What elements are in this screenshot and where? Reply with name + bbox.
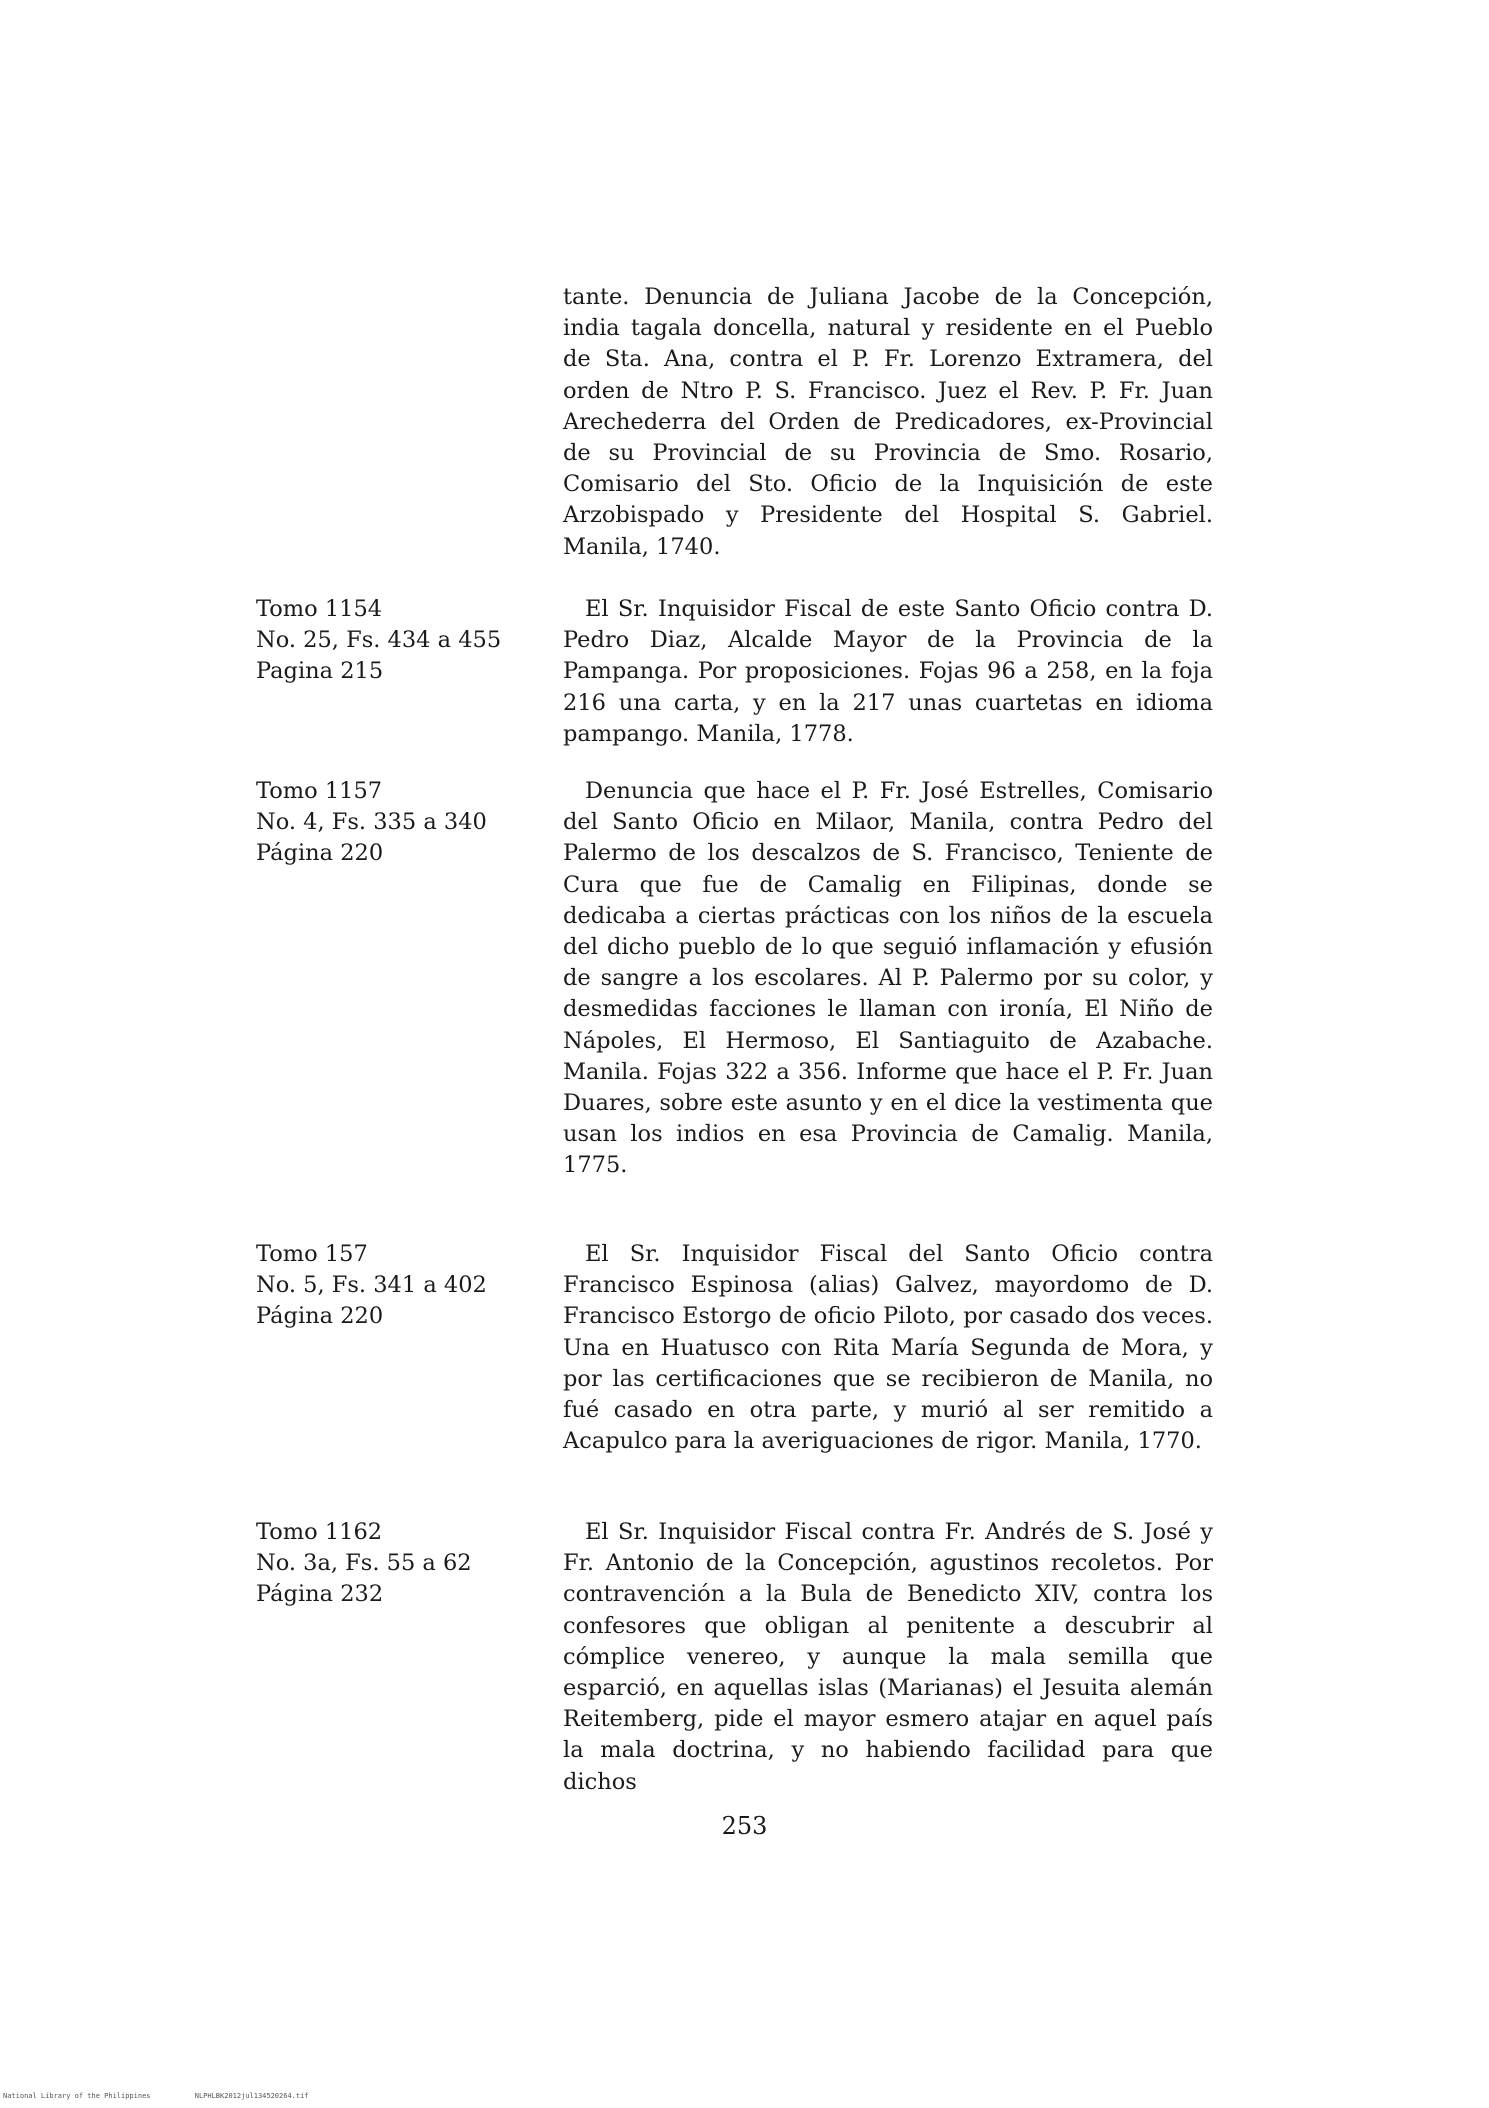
tomo-label: Tomo 157 — [256, 1241, 368, 1267]
pagina-label: Página 232 — [256, 1581, 384, 1608]
folio-label: No. 5, Fs. 341 a 402 — [256, 1272, 487, 1299]
file-name: NLPHLBK2012jul134520264.tif — [194, 2092, 309, 2100]
folio-label: No. 25, Fs. 434 a 455 — [256, 627, 502, 654]
tomo-label: Tomo 1154 — [256, 596, 383, 622]
entry-paragraph-2: Denuncia que hace el P. Fr. José Estrelles, Comisario del Santo Oficio en Milaor, Manila, contra Pedro del Palermo de los descalzos de S. Francisco, Teniente de Cura que fue de Camalig en Filipinas, donde se dedicaba a ciertas prácticas con los niños de la escuela del dicho pueblo de lo que seguió inflamación y efusión de sangre a los escolares. Al P. Palermo por su color, y desmedidas facciones le llaman con ironía, El Niño de Nápoles, El Hermoso, El Santiaguito de Azabache. Manila. Fojas 322 a 356. Informe que hace el P. Fr. Juan Duares, sobre este asunto y en el dice la vestimenta que usan los indios en esa Provincia de Camalig. Manila, 1775. — [563, 778, 1213, 1179]
entry-paragraph-1: El Sr. Inquisidor Fiscal de este Santo Oficio contra D. Pedro Diaz, Alcalde Mayor de la Provincia de la Pampanga. Por proposiciones. Fojas 96 a 258, en la foja 216 una carta, y en la 217 unas cuartetas en idioma pampango. Manila, 1778. — [563, 596, 1213, 747]
reference-block-2 — [256, 776, 546, 870]
reference-block-1 — [256, 594, 546, 688]
entry-paragraph-4: El Sr. Inquisidor Fiscal contra Fr. Andrés de S. José y Fr. Antonio de la Concepción, agustinos recoletos. Por contravención a la Bula de Benedicto XIV, contra los confesores que obligan al penitente a descubrir al cómplice venereo, y aunque la mala semilla que esparció, en aquellas islas (Marianas) el Jesuita alemán Reitemberg, pide el mayor esmero atajar en aquel país la mala doctrina, y no habiendo facilidad para que dichos — [563, 1519, 1213, 1795]
page-number: 253 — [721, 1812, 768, 1840]
reference-block-3 — [256, 1239, 546, 1333]
pagina-label: Página 220 — [256, 1303, 384, 1330]
tomo-label: Tomo 1162 — [256, 1519, 383, 1545]
pagina-label: Página 220 — [256, 840, 384, 867]
library-credit: National Library of the Philippines — [3, 2092, 151, 2100]
entry-paragraph-3: El Sr. Inquisidor Fiscal del Santo Oficio contra Francisco Espinosa (alias) Galvez, mayordomo de D. Francisco Estorgo de oficio Piloto, por casado dos veces. Una en Huatusco con Rita María Segunda de Mora, y por las certificaciones que se recibieron de Manila, no fué casado en otra parte, y murió al ser remitido a Acapulco para la averiguaciones de rigor. Manila, 1770. — [563, 1241, 1213, 1455]
pagina-label: Pagina 215 — [256, 658, 384, 685]
intro-paragraph: tante. Denuncia de Juliana Jacobe de la Concepción, india tagala doncella, natural y residente en el Pueblo de Sta. Ana, contra el P. Fr. Lorenzo Extramera, del orden de Ntro P. S. Francisco. Juez el Rev. P. Fr. Juan Arechederra del Orden de Predicadores, ex-Provincial de su Provincial de su Provincia de Smo. Rosario, Comisario del Sto. Oficio de la Inquisición de este Arzobispado y Presidente del Hospital S. Gabriel. Manila, 1740. — [563, 284, 1213, 560]
folio-label: No. 4, Fs. 335 a 340 — [256, 809, 487, 836]
tomo-label: Tomo 1157 — [256, 778, 383, 804]
folio-label: No. 3a, Fs. 55 a 62 — [256, 1550, 472, 1577]
scan-footer — [3, 2092, 349, 2100]
reference-block-4 — [256, 1517, 546, 1611]
